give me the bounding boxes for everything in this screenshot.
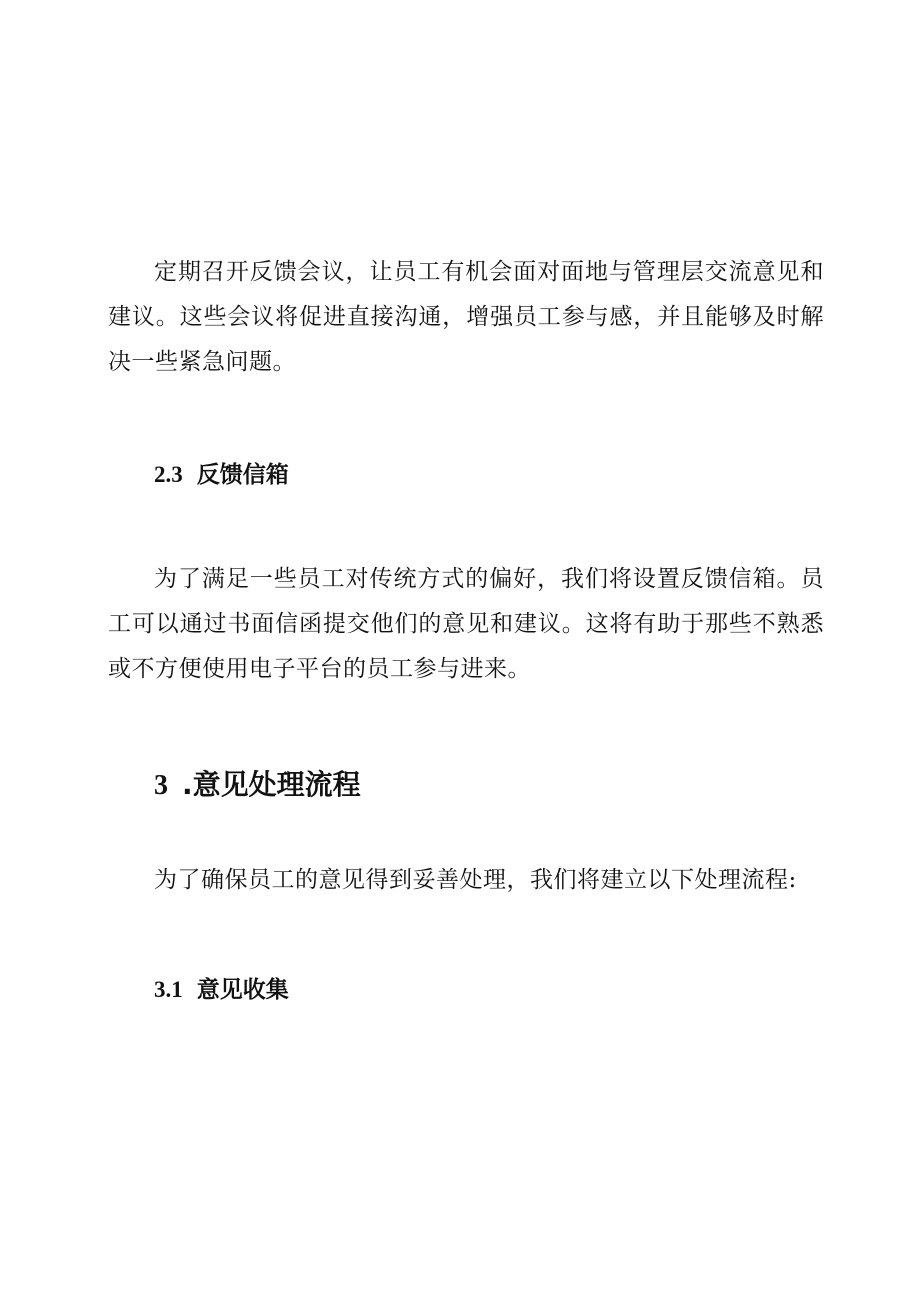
section-title: 意见收集 [196,977,289,1003]
section-heading-3-1 [108,975,870,1005]
paragraph-process-intro: 为了确保员工的意见得到妥善处理，我们将建立以下处理流程: [154,867,797,893]
paragraph-feedback-mailbox: 为了满足一些员工对传统方式的偏好，我们将设置反馈信箱。员工可以通过书面信函提交他们的意见和建议。这将有助于那些不熟悉或不方便使用电子平台的员工参与进来。 [108,566,824,682]
section-title: .意见处理流程 [182,768,361,801]
section-number: 2.3 [154,462,183,487]
paragraph-feedback-meetings: 定期召开反馈会议，让员工有机会面对面地与管理层交流意见和建议。这些会议将促进直接沟通，增强员工参与感，并且能够及时解决一些紧急问题。 [108,259,824,375]
section-number: 3 [154,770,168,801]
section-heading-3 [108,767,870,804]
section-number: 3.1 [154,977,183,1002]
section-heading-2-3 [108,460,870,490]
section-title: 反馈信箱 [196,462,289,488]
